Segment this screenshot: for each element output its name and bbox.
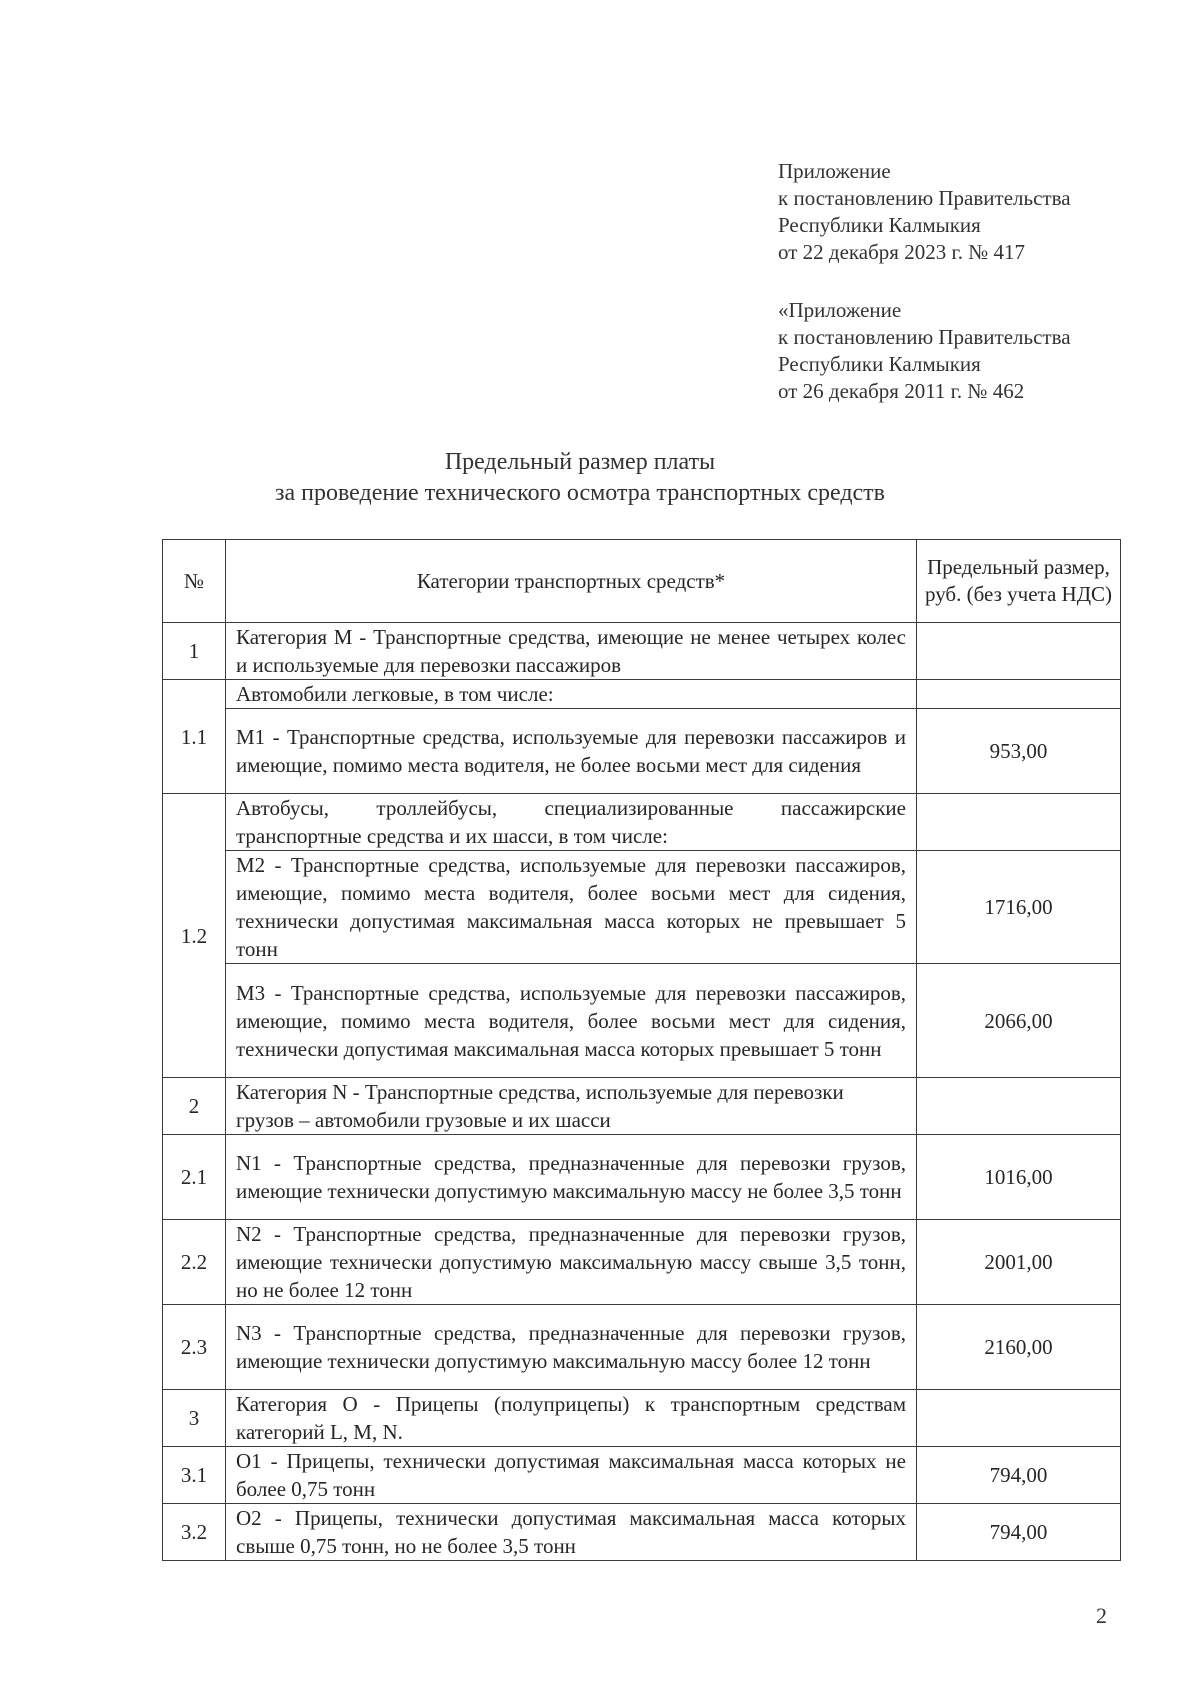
appendix-line: от 22 декабря 2023 г. № 417 bbox=[778, 240, 1025, 264]
table-row bbox=[163, 1390, 1121, 1447]
row-num: 1.1 bbox=[163, 680, 226, 794]
table-row bbox=[163, 1447, 1121, 1504]
header-price: Предельный размер, руб. (без учета НДС) bbox=[917, 540, 1121, 623]
page-number: 2 bbox=[1096, 1603, 1107, 1628]
row-num: 1.2 bbox=[163, 794, 226, 1078]
table-row bbox=[163, 709, 1121, 794]
row-category: N3 - Транспортные средства, предназначенные для перевозки грузов, имеющие технически допустимую максимальную массу более 12 тонн bbox=[226, 1305, 917, 1390]
row-category: М2 - Транспортные средства, используемые для перевозки пассажиров, имеющие, помимо места водителя, более восьми мест для сидения, технически допустимая максимальная масса которых не превышает 5 тонн bbox=[226, 851, 917, 964]
row-category: О1 - Прицепы, технически допустимая максимальная масса которых не более 0,75 тонн bbox=[226, 1447, 917, 1504]
row-price: 953,00 bbox=[917, 709, 1121, 794]
title-line-1: Предельный размер платы bbox=[444, 449, 716, 475]
table-row bbox=[163, 1135, 1121, 1220]
row-category: Автобусы, троллейбусы, специализированные пассажирские транспортные средства и их шасси, в том числе: bbox=[226, 794, 917, 851]
row-price: 794,00 bbox=[917, 1504, 1121, 1561]
table-row bbox=[163, 623, 1121, 680]
appendix-line: от 26 декабря 2011 г. № 462 bbox=[778, 379, 1025, 403]
row-category: Категория О - Прицепы (полуприцепы) к транспортным средствам категорий L, M, N. bbox=[226, 1390, 917, 1447]
row-category: М3 - Транспортные средства, используемые для перевозки пассажиров, имеющие, помимо места водителя, более восьми мест для сидения, технически допустимая максимальная масса которых превышает 5 тонн bbox=[226, 964, 917, 1078]
row-category: М1 - Транспортные средства, используемые для перевозки пассажиров и имеющие, помимо места водителя, не более восьми мест для сидения bbox=[226, 709, 917, 794]
row-num: 2.1 bbox=[163, 1135, 226, 1220]
row-num: 3.1 bbox=[163, 1447, 226, 1504]
row-price: 1716,00 bbox=[917, 851, 1121, 964]
row-category: N1 - Транспортные средства, предназначенные для перевозки грузов, имеющие технически допустимую максимальную массу не более 3,5 тонн bbox=[226, 1135, 917, 1220]
document-title bbox=[0, 447, 1200, 509]
appendix-header-original bbox=[778, 297, 1071, 405]
row-category: Категория N - Транспортные средства, используемые для перевозки грузов – автомобили грузовые и их шасси bbox=[226, 1078, 917, 1135]
row-num: 2.2 bbox=[163, 1220, 226, 1305]
row-price bbox=[917, 1078, 1121, 1135]
appendix-line: Республики Калмыкия bbox=[778, 352, 981, 376]
table-header-row bbox=[163, 540, 1121, 623]
row-num: 2 bbox=[163, 1078, 226, 1135]
header-num: № bbox=[163, 540, 226, 623]
row-price bbox=[917, 794, 1121, 851]
row-price: 2001,00 bbox=[917, 1220, 1121, 1305]
appendix-line: к постановлению Правительства bbox=[778, 325, 1071, 349]
table-row bbox=[163, 1078, 1121, 1135]
table-row bbox=[163, 1220, 1121, 1305]
table-row bbox=[163, 964, 1121, 1078]
appendix-line: к постановлению Правительства bbox=[778, 186, 1071, 210]
row-category: N2 - Транспортные средства, предназначенные для перевозки грузов, имеющие технически допустимую максимальную массу свыше 3,5 тонн, но не более 12 тонн bbox=[226, 1220, 917, 1305]
row-price: 2160,00 bbox=[917, 1305, 1121, 1390]
row-price bbox=[917, 1390, 1121, 1447]
row-price: 794,00 bbox=[917, 1447, 1121, 1504]
row-num: 1 bbox=[163, 623, 226, 680]
appendix-line: Республики Калмыкия bbox=[778, 213, 981, 237]
table-row bbox=[163, 794, 1121, 851]
row-num: 2.3 bbox=[163, 1305, 226, 1390]
row-price bbox=[917, 623, 1121, 680]
row-category: О2 - Прицепы, технически допустимая максимальная масса которых свыше 0,75 тонн, но не более 3,5 тонн bbox=[226, 1504, 917, 1561]
table-row bbox=[163, 1504, 1121, 1561]
row-category: Автомобили легковые, в том числе: bbox=[226, 680, 917, 709]
table-row bbox=[163, 851, 1121, 964]
appendix-header-current bbox=[778, 158, 1071, 266]
row-price: 2066,00 bbox=[917, 964, 1121, 1078]
title-line-2: за проведение технического осмотра транспортных средств bbox=[274, 480, 886, 506]
row-num: 3 bbox=[163, 1390, 226, 1447]
table-row bbox=[163, 1305, 1121, 1390]
header-category: Категории транспортных средств* bbox=[226, 540, 917, 623]
appendix-line: «Приложение bbox=[778, 298, 902, 322]
appendix-line: Приложение bbox=[778, 159, 891, 183]
row-category: Категория М - Транспортные средства, имеющие не менее четырех колес и используемые для перевозки пассажиров bbox=[226, 623, 917, 680]
row-price bbox=[917, 680, 1121, 709]
table-row bbox=[163, 680, 1121, 709]
fee-table bbox=[162, 539, 1121, 1561]
row-num: 3.2 bbox=[163, 1504, 226, 1561]
row-price: 1016,00 bbox=[917, 1135, 1121, 1220]
